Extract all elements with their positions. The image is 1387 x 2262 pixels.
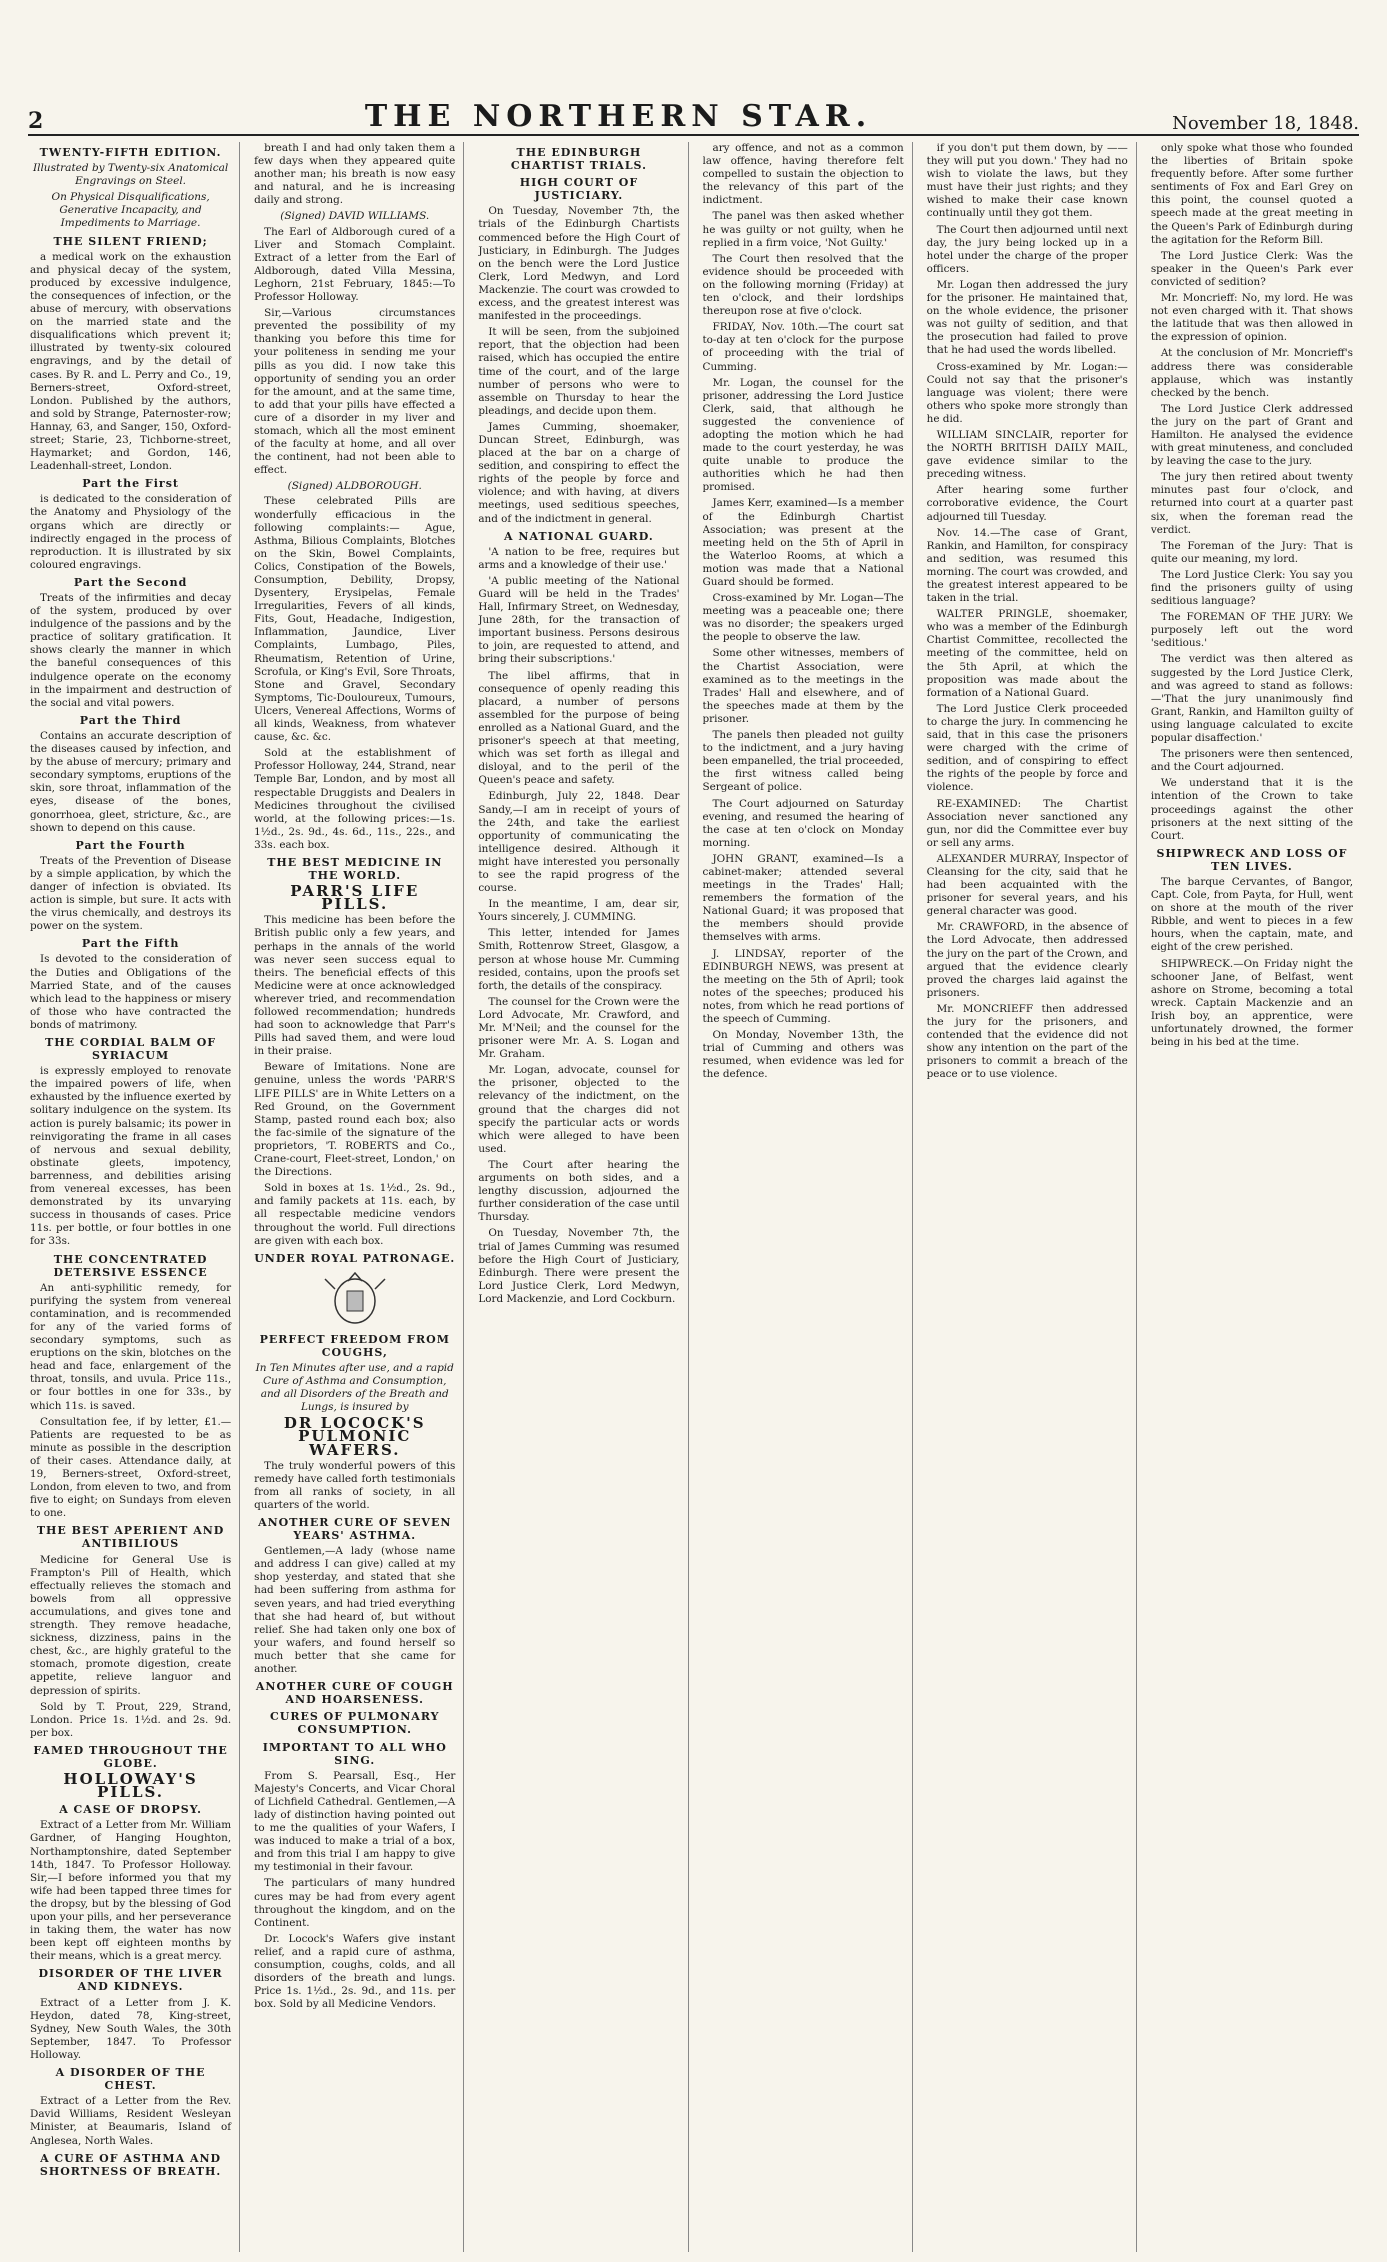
article-paragraph: Extract of a Letter from the Rev. David Williams, Resident Wesleyan Minister, at Beaumaris, Island of Anglesea, North Wales.	[30, 2095, 232, 2147]
article-paragraph: This medicine has been before the British public only a few years, and perhaps in the annals of the world was never seen success equal to theirs. The beneficial effects of this Medicine were at once acknowledged wherever tried, and recommendation followed recommendation; hundreds had soon to acknowledge that Parr's Pills had saved them, and were loud in their praise.	[254, 914, 456, 1058]
article-paragraph: ALEXANDER MURRAY, Inspector of Cleansing for the city, said that he had been acquainted with the prisoner for several years, and his general character was good.	[926, 852, 1128, 918]
article-paragraph: The FOREMAN OF THE JURY: We purposely left out the word 'seditious.'	[1150, 611, 1353, 650]
article-paragraph: The verdict was then altered as suggested by the Lord Justice Clerk, and was agreed to stand as follows:—'That the jury unanimously find Grant, Rankin, and Hamilton guilty of using language calculated to excite popular disaffection.'	[1150, 653, 1353, 745]
article-paragraph: The truly wonderful powers of this remedy have called forth testimonials from all ranks of society, in all quarters of the world.	[254, 1459, 456, 1511]
article-heading: SHIPWRECK AND LOSS OF TEN LIVES.	[1156, 846, 1348, 873]
article-heading: A DISORDER OF THE CHEST.	[55, 2066, 206, 2093]
article-paragraph: Beware of Imitations. None are genuine, unless the words 'PARR'S LIFE PILLS' are in White Letters on a Red Ground, on the Government Stamp, pasted round each box; also the fac-simile of the signature of the proprietors, 'T. ROBERTS and Co., Crane-court, Fleet-street, London,' on the Directions.	[254, 1061, 456, 1179]
article-paragraph: On Monday, November 13th, the trial of Cumming and others was resumed, when evidence was led for the defence.	[702, 1029, 904, 1081]
article-heading: Part the Second	[73, 575, 188, 589]
article-paragraph: 'A nation to be free, requires but arms and a knowledge of their use.'	[478, 545, 680, 571]
article-paragraph: J. LINDSAY, reporter of the EDINBURGH NEWS, was present at the meeting on the 5th of April; took notes of the speeches; produced his notes, from which he read portions of the speech of Cumming.	[702, 947, 904, 1025]
article-paragraph: JOHN GRANT, examined—Is a cabinet-maker; attended several meetings in the Trades' Hall; remembers the formation of the National Guard; it was proposed that the members should provide themselves with arms.	[702, 852, 904, 944]
column-5	[927, 142, 1137, 2252]
article-paragraph: It will be seen, from the subjoined report, that the objection had been raised, which has occupied the entire time of the court, and of the large number of persons who were to assemble on Thursday to hear the pleadings, and decide upon them.	[478, 326, 680, 417]
article-paragraph: ary offence, and not as a common law offence, having therefore felt compelled to sustain the objection to the relevancy of this part of the indictment.	[702, 142, 904, 207]
article-subheading: (Signed) ALDBOROUGH.	[287, 480, 422, 493]
article-heading: Part the Fourth	[75, 838, 186, 852]
article-paragraph: Mr. Logan then addressed the jury for the prisoner. He maintained that, on the whole evidence, the prisoner was not guilty of sedition, and that the prosecution had failed to prove that he had used the words libelled.	[926, 278, 1128, 357]
article-paragraph: Consultation fee, if by letter, £1.—Patients are requested to be as minute as possible in the description of their cases. Attendance daily, at 19, Berners-street, Oxford-street, London, from eleven to two, and from five to eight; on Sundays from eleven to one.	[30, 1415, 232, 1520]
issue-date: November 18, 1848.	[1172, 113, 1359, 134]
article-paragraph: The panel was then asked whether he was guilty or not guilty, when he replied in a firm voice, 'Not Guilty.'	[702, 210, 904, 249]
article-paragraph: is dedicated to the consideration of the Anatomy and Physiology of the organs which are directly or indirectly engaged in the process of reproduction. It is illustrated by six coloured engravings.	[30, 493, 232, 571]
article-paragraph: At the conclusion of Mr. Moncrieff's address there was considerable applause, which was instantly checked by the bench.	[1150, 347, 1353, 399]
article-heading: ANOTHER CURE OF COUGH AND HOARSENESS.	[255, 1680, 454, 1707]
article-paragraph: Gentlemen,—A lady (whose name and address I can give) called at my shop yesterday, and stated that she had been suffering from asthma for seven years, and had tried everything that she had heard of, but without relief. She had taken only one box of your wafers, and found herself so much better that she came for another.	[254, 1545, 456, 1676]
article-heading: THE CORDIAL BALM OF SYRIACUM	[45, 1036, 217, 1063]
article-paragraph: Medicine for General Use is Frampton's Pill of Health, which effectually relieves the stomach and bowels from all oppressive accumulations, and gives tone and strength. They remove headache, sickness, dizziness, pains in the chest, &c., are highly grateful to the stomach, promote digestion, create appetite, relieve languor and depression of spirits.	[30, 1553, 232, 1697]
article-paragraph: The particulars of many hundred cures may be had from every agent throughout the kingdom, and on the Continent.	[254, 1877, 456, 1929]
article-paragraph: We understand that it is the intention of the Crown to take proceedings against the other prisoners at the next sitting of the Court.	[1150, 777, 1353, 842]
article-paragraph: Mr. Logan, the counsel for the prisoner, addressing the Lord Justice Clerk, said, that although he suggested the convenience of adopting the motion which he had made to the court yesterday, he was quite unable to produce the authorities which he had then promised.	[702, 376, 904, 494]
article-paragraph: RE-EXAMINED: The Chartist Association never sanctioned any gun, nor did the Committee ever buy or sell any arms.	[926, 797, 1128, 849]
article-paragraph: Some other witnesses, members of the Chartist Association, were examined as to the meetings in the Trades' Hall and elsewhere, and of the speeches made at them by the prisoner.	[702, 647, 904, 725]
column-fade	[703, 2222, 912, 2252]
column-fade	[927, 2222, 1136, 2252]
article-paragraph: a medical work on the exhaustion and physical decay of the system, produced by excessive indulgence, the consequences of infection, or the abuse of mercury, with observations on the married state and the disqualifications which prevent it; illustrated by twenty-six coloured engravings, and by the detail of cases. By R. and L. Perry and Co., 19, Berners-street, Oxford-street, London. Published by the authors, and sold by Strange, Paternoster-row; Hannay, 63, and Sanger, 150, Oxford-street; Starie, 23, Tichborne-street, Haymarket; and Gordon, 146, Leadenhall-street, London.	[30, 250, 232, 473]
article-paragraph: After hearing some further corroborative evidence, the Court adjourned till Tuesday.	[926, 484, 1128, 523]
article-paragraph: Cross-examined by Mr. Logan:—Could not say that the prisoner's language was violent; there were others who spoke more strongly than he did.	[926, 360, 1128, 425]
article-paragraph: Mr. Logan, advocate, counsel for the prisoner, objected to the relevancy of the indictment, on the ground that the charges did not specify the particular acts or words which were alleged to have been used.	[478, 1064, 680, 1155]
column-1	[30, 142, 240, 2252]
article-paragraph: From S. Pearsall, Esq., Her Majesty's Concerts, and Vicar Choral of Lichfield Cathedral. Gentlemen,—A lady of distinction having pointed out to me the qualities of your Wafers, I was induced to make a trial of a box, and from this trial I am happy to give my testimonial in their favour.	[254, 1769, 456, 1874]
article-paragraph: Extract of a Letter from Mr. William Gardner, of Hanging Houghton, Northamptonshire, dated September 14th, 1847. To Professor Holloway. Sir,—I before informed you that my wife had been tapped three times for the dropsy, but by the blessing of God upon your pills, and her perseverance in taking them, the water has now been kept off eighteen months by their means, which is a great mercy.	[30, 1819, 232, 1963]
article-heading: ANOTHER CURE OF SEVEN YEARS' ASTHMA.	[258, 1516, 452, 1543]
article-heading: IMPORTANT TO ALL WHO SING.	[262, 1740, 447, 1767]
advert-title: PARR'S LIFE PILLS.	[290, 882, 420, 914]
article-heading: A NATIONAL GUARD.	[504, 529, 654, 543]
article-paragraph: Treats of the Prevention of Disease by a simple application, by which the danger of infection is obviated. Its action is simple, but sure. It acts with the virus chemically, and destroys its power on the system.	[30, 854, 232, 933]
article-paragraph: The panels then pleaded not guilty to the indictment, and a jury having been empanelled, the trial proceeded, the first witness called being Sergeant of police.	[702, 729, 904, 794]
article-heading: UNDER ROYAL PATRONAGE.	[254, 1251, 456, 1265]
article-heading: A CASE OF DROPSY.	[59, 1803, 202, 1817]
article-heading: Part the First	[82, 477, 179, 491]
newspaper-title: THE NORTHERN STAR.	[364, 99, 873, 134]
article-heading: FAMED THROUGHOUT THE GLOBE.	[33, 1743, 228, 1770]
article-paragraph: The Lord Justice Clerk proceeded to charge the jury. In commencing he said, that in this case the prisoners were charged with the crime of sedition, and of conspiring to effect the rights of the people by force and violence.	[926, 702, 1128, 794]
article-paragraph: The Court then adjourned until next day, the jury being locked up in a hotel under the charge of the proper officers.	[926, 223, 1128, 275]
article-paragraph: The Court adjourned on Saturday evening, and resumed the hearing of the case at ten o'clock on Monday morning.	[702, 797, 904, 849]
column-6	[1151, 142, 1361, 2252]
article-paragraph: Is devoted to the consideration of the Duties and Obligations of the Married State, and of the causes which lead to the happiness or misery of those who have contracted the bonds of matrimony.	[30, 953, 232, 1031]
article-paragraph: Dr. Locock's Wafers give instant relief, and a rapid cure of asthma, consumption, coughs, colds, and all disorders of the breath and lungs. Price 1s. 1½d., 2s. 9d., and 11s. per box. Sold by all Medicine Vendors.	[254, 1932, 456, 2011]
article-paragraph: The barque Cervantes, of Bangor, Capt. Cole, from Payta, for Hull, went on shore at the mouth of the river Ribble, and went to pieces in a few hours, when the captain, mate, and eight of the crew perished.	[1150, 875, 1353, 954]
columns-container	[30, 142, 1361, 2252]
article-paragraph: In the meantime, I am, dear sir, Yours sincerely, J. CUMMING.	[478, 898, 680, 924]
article-paragraph: Sold at the establishment of Professor Holloway, 244, Strand, near Temple Bar, London, and by most all respectable Druggists and Dealers in Medicines throughout the civilised world, at the following prices:—1s. 1½d., 2s. 9d., 4s. 6d., 11s., 22s., and 33s. each box.	[254, 747, 456, 851]
article-heading: THE EDINBURGH CHARTIST TRIALS.	[510, 146, 647, 173]
article-subheading: On Physical Disqualifications, Generative Incapacity, and Impediments to Marriage.	[51, 191, 210, 230]
article-heading: THE SILENT FRIEND;	[53, 234, 208, 248]
page-number: 2	[28, 108, 44, 134]
royal-crest-icon	[310, 1269, 400, 1329]
article-paragraph: if you don't put them down, by —— they will put you down.' They had no wish to violate the laws, but they must have their just rights; and they wished to make their case known continually until they got them.	[926, 142, 1128, 220]
article-paragraph: The prisoners were then sentenced, and the Court adjourned.	[1150, 748, 1353, 774]
article-paragraph: Nov. 14.—The case of Grant, Rankin, and Hamilton, for conspiracy and sedition, was resumed this morning. The court was crowded, and the greatest interest appeared to be taken in the trial.	[926, 526, 1128, 605]
article-paragraph: Mr. CRAWFORD, in the absence of the Lord Advocate, then addressed the jury on the part of the Crown, and argued that the evidence clearly proved the charges laid against the prisoners.	[926, 921, 1128, 999]
article-heading: DISORDER OF THE LIVER AND KIDNEYS.	[38, 1967, 223, 1994]
article-paragraph: Edinburgh, July 22, 1848. Dear Sandy,—I am in receipt of yours of the 24th, and take the earliest opportunity of communicating the intelligence desired. Although it might have interested you personally to see the rapid progress of the course.	[478, 790, 680, 895]
article-paragraph: James Kerr, examined—Is a member of the Edinburgh Chartist Association; was present at the meeting held on the 5th of April in the Waterloo Rooms, at which a motion was made that a National Guard should be formed.	[702, 497, 904, 588]
masthead	[28, 99, 1359, 136]
article-paragraph: The Foreman of the Jury: That is quite our meaning, my lord.	[1150, 539, 1353, 565]
article-heading: A CURE OF ASTHMA AND SHORTNESS OF BREATH.	[39, 2151, 222, 2178]
article-paragraph: Sold by T. Prout, 229, Strand, London. Price 1s. 1½d. and 2s. 9d. per box.	[30, 1700, 232, 1739]
article-heading: THE CONCENTRATED DETERSIVE ESSENCE	[53, 1252, 208, 1279]
article-heading: THE BEST MEDICINE IN THE WORLD.	[267, 855, 443, 883]
article-paragraph: On Tuesday, November 7th, the trial of James Cumming was resumed before the High Court of Justiciary, Edinburgh. There were present the Lord Justice Clerk, Lord Medwyn, Lord Mackenzie, and Lord Cockburn.	[478, 1227, 680, 1305]
article-paragraph: The libel affirms, that in consequence of openly reading this placard, a number of persons assembled for the purpose of being enrolled as a National Guard, and the prisoner's speech at that meeting, which was set forth as illegal and disloyal, and to the peril of the Queen's peace and safety.	[478, 669, 680, 787]
article-paragraph: The Earl of Aldborough cured of a Liver and Stomach Complaint. Extract of a letter from the Earl of Aldborough, dated Villa Messina, Leghorn, 21st February, 1845:—To Professor Holloway.	[254, 225, 456, 304]
article-paragraph: Cross-examined by Mr. Logan—The meeting was a peaceable one; there was no disorder; the speakers urged the people to observe the law.	[702, 592, 904, 644]
article-paragraph: 'A public meeting of the National Guard will be held in the Trades' Hall, Infirmary Street, on Wednesday, June 28th, for the transaction of important business. Persons desirous to join, are requested to attend, and bring their subscriptions.'	[478, 574, 680, 666]
article-heading: TWENTY-FIFTH EDITION.	[39, 146, 222, 159]
article-paragraph: The Lord Justice Clerk: Was the speaker in the Queen's Park ever convicted of sedition?	[1150, 249, 1353, 288]
article-subheading: Illustrated by Twenty-six Anatomical Engravings on Steel.	[32, 162, 229, 188]
article-paragraph: Treats of the infirmities and decay of the system, produced by over indulgence of the passions and by the practice of solitary gratification. It shows clearly the manner in which the baneful consequences of this indulgence operate on the economy in the impairment and destruction of the social and vital powers.	[30, 592, 232, 709]
column-fade	[1151, 2222, 1361, 2252]
column-2	[254, 142, 464, 2252]
article-heading: CURES OF PULMONARY CONSUMPTION.	[270, 1710, 440, 1737]
article-paragraph: James Cumming, shoemaker, Duncan Street, Edinburgh, was placed at the bar on a charge of sedition, and conspiring to effect the rights of the people by force and violence; and with having, at divers meetings, used seditious speeches, and of the indictment in general.	[478, 420, 680, 525]
article-subheading: In Ten Minutes after use, and a rapid Cure of Asthma and Consumption, and all Disorders of the Breath and Lungs, is insured by	[255, 1361, 454, 1414]
article-paragraph: The Lord Justice Clerk addressed the jury on the part of Grant and Hamilton. He analysed the evidence with great minuteness, and concluded by leaving the case to the jury.	[1150, 402, 1353, 468]
article-paragraph: FRIDAY, Nov. 10th.—The court sat to-day at ten o'clock for the purpose of proceeding with the trial of Cumming.	[702, 321, 904, 373]
article-paragraph: An anti-syphilitic remedy, for purifying the system from venereal contamination, and is recommended for any of the varied forms of secondary symptoms, such as eruptions on the skin, blotches on the head and face, enlargement of the throat, tonsils, and uvula. Price 11s., or four bottles in one for 33s., by which 11s. is saved.	[30, 1281, 232, 1412]
article-paragraph: WALTER PRINGLE, shoemaker, who was a member of the Edinburgh Chartist Committee, recollected the meeting of the committee, held on the 5th April, at which the proposition was made about the formation of a National Guard.	[926, 608, 1128, 699]
article-paragraph: Sold in boxes at 1s. 1½d., 2s. 9d., and family packets at 11s. each, by all respectable medicine vendors throughout the world. Full directions are given with each box.	[254, 1182, 456, 1247]
advert-title: HOLLOWAY'S PILLS.	[63, 1770, 198, 1802]
column-4	[703, 142, 913, 2252]
article-paragraph: only spoke what those who founded the liberties of Britain spoke frequently before. After some further sentiments of Fox and Earl Grey on this point, the counsel quoted a speech made at the great meeting in the Queen's Park of Edinburgh during the agitation for the Reform Bill.	[1150, 142, 1353, 246]
article-paragraph: The Court then resolved that the evidence should be proceeded with on the following morning (Friday) at ten o'clock, and their lordships thereupon rose at five o'clock.	[702, 252, 904, 318]
article-paragraph: The Lord Justice Clerk: You say you find the prisoners guilty of using seditious language?	[1150, 568, 1353, 608]
article-heading: Part the Third	[79, 713, 182, 727]
column-3	[478, 142, 688, 2252]
article-paragraph: is expressly employed to renovate the impaired powers of life, when exhausted by the influence exerted by solitary indulgence on the system. Its action is purely balsamic; its power in reinvigorating the frame in all cases of nervous and sexual debility, obstinate gleets, impotency, barrenness, and debilities arising from venereal excesses, has been demonstrated by its unvarying success in thousands of cases. Price 11s. per bottle, or four bottles in one for 33s.	[30, 1065, 232, 1248]
article-paragraph: The jury then retired about twenty minutes past four o'clock, and returned into court at a quarter past six, when the foreman read the verdict.	[1150, 471, 1353, 536]
article-paragraph: Mr. MONCRIEFF then addressed the jury for the prisoners, and contended that the evidence did not show any intention on the part of the prisoners to commit a breach of the peace or to use violence.	[926, 1002, 1128, 1081]
article-paragraph: This letter, intended for James Smith, Rottenrow Street, Glasgow, a person at whose house Mr. Cumming resided, contains, upon the proofs set forth, the details of the conspiracy.	[478, 927, 680, 992]
article-paragraph: Contains an accurate description of the diseases caused by infection, and by the abuse of mercury; primary and secondary symptoms, eruptions of the skin, sore throat, inflammation of the eyes, disease of the bones, gonorrhoea, gleet, stricture, &c., are shown to depend on this cause.	[30, 729, 232, 834]
article-paragraph: On Tuesday, November 7th, the trials of the Edinburgh Chartists commenced before the High Court of Justiciary, in Edinburgh. The Judges on the bench were the Lord Justice Clerk, Lord Medwyn, and Lord Mackenzie. The court was crowded to excess, and the greatest interest was manifested in the proceedings.	[478, 205, 680, 323]
column-fade	[478, 2222, 687, 2252]
article-paragraph: The counsel for the Crown were the Lord Advocate, Mr. Crawford, and Mr. M'Neil; and the counsel for the prisoner were Mr. A. S. Logan and Mr. Graham.	[478, 995, 680, 1061]
article-paragraph: WILLIAM SINCLAIR, reporter for the NORTH BRITISH DAILY MAIL, gave evidence similar to the preceding witness.	[926, 428, 1128, 481]
article-heading: HIGH COURT OF JUSTICIARY.	[519, 176, 639, 203]
advert-title: DR LOCOCK'S PULMONIC WAFERS.	[283, 1414, 426, 1459]
article-paragraph: SHIPWRECK.—On Friday night the schooner Jane, of Belfast, went ashore on Strome, becoming a total wreck. Captain Mackenzie and an Irish boy, an apprentice, were unfortunately drowned, the former being in his bed at the time.	[1150, 957, 1353, 1049]
article-subheading: (Signed) DAVID WILLIAMS.	[280, 210, 430, 223]
column-fade	[254, 2222, 463, 2252]
article-paragraph: These celebrated Pills are wonderfully efficacious in the following complaints:— Ague, Asthma, Bilious Complaints, Blotches on the Skin, Bowel Complaints, Colics, Constipation of the Bowels, Consumption, Debility, Dropsy, Dysentery, Erysipelas, Female Irregularities, Fevers of all kinds, Fits, Gout, Headache, Indigestion, Inflammation, Jaundice, Liver Complaints, Lumbago, Piles, Rheumatism, Retention of Urine, Scrofula, or King's Evil, Sore Throats, Stone and Gravel, Secondary Symptoms, Tic-Douloureux, Tumours, Ulcers, Venereal Affections, Worms of all kinds, Weakness, from whatever cause, &c. &c.	[254, 495, 456, 744]
article-heading: THE BEST APERIENT AND ANTIBILIOUS	[36, 1524, 225, 1551]
article-paragraph: breath I and had only taken them a few days when they appeared quite another man; his breath is now easy and natural, and he is increasing daily and strong.	[254, 142, 456, 207]
article-paragraph: The Court after hearing the arguments on both sides, and a lengthy discussion, adjourned the further consideration of the case until Thursday.	[478, 1158, 680, 1224]
article-paragraph: Sir,—Various circumstances prevented the possibility of my thanking you before this time for your politeness in sending me your pills as you did. I now take this opportunity of sending you an order for the amount, and at the same time, to add that your pills have effected a cure of a disorder in my liver and stomach, which all the most eminent of the faculty at home, and all over the continent, had not been able to effect.	[254, 307, 456, 477]
article-paragraph: Mr. Moncrieff: No, my lord. He was not even charged with it. That shows the latitude that was then allowed in the expression of opinion.	[1150, 292, 1353, 344]
article-paragraph: Extract of a Letter from J. K. Heydon, dated 78, King-street, Sydney, New South Wales, the 30th September, 1847. To Professor Holloway.	[30, 1996, 232, 2061]
article-heading: Part the Fifth	[81, 937, 180, 951]
column-fade	[30, 2222, 239, 2252]
article-heading: PERFECT FREEDOM FROM COUGHS,	[259, 1332, 450, 1359]
